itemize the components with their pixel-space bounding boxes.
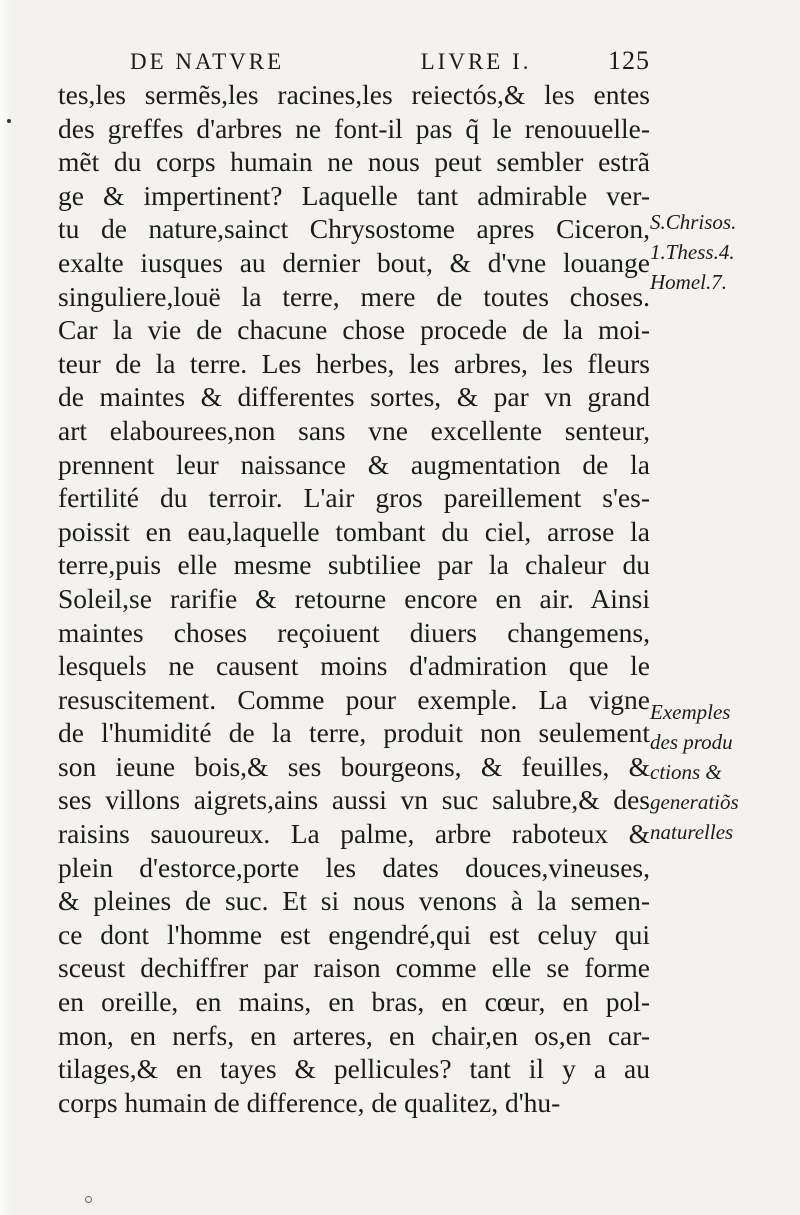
margin-note-line: ctions & <box>650 760 722 784</box>
margin-note-line: S.Chrisos. <box>650 210 737 234</box>
margin-note-chrysostom <box>650 207 790 297</box>
text-line: tes,les sermẽs,les racines,les reiectós,& les entes <box>58 79 650 110</box>
text-line: son ieune bois,& ses bourgeons, & feuilles, & <box>58 750 650 782</box>
text-line: ce dont l'homme est engendré,qui est celuy qui <box>58 918 650 950</box>
text-line: Soleil,se rarifie & retourne encore en air. Ainsi <box>58 582 650 614</box>
text-line: & pleines de suc. Et si nous venons à la semen- <box>58 885 650 917</box>
text-line: singuliere,louë la terre, mere de toutes choses. <box>58 280 650 312</box>
text-line: poissit en eau,laquelle tombant du ciel, arrose la <box>58 515 650 547</box>
page-number: 125 <box>607 46 650 75</box>
text-line: exalte iusques au dernier bout, & d'vne louange <box>58 246 650 278</box>
text-line: fertilité du terroir. L'air gros pareillement s'es- <box>58 482 650 514</box>
text-line: prennent leur naissance & augmentation de la <box>58 448 650 480</box>
text-line: resuscitement. Comme pour exemple. La vigne <box>58 683 650 715</box>
text-line: de maintes & differentes sortes, & par vn grand <box>58 381 650 413</box>
margin-note-line: des produ <box>650 730 733 754</box>
text-line: en oreille, en mains, en bras, en cœur, en pol- <box>58 986 650 1018</box>
text-line: art elabourees,non sans vne excellente senteur, <box>58 414 650 446</box>
text-line: ses villons aigrets,ains aussi vn suc salubre,& des <box>58 784 650 816</box>
text-line: terre,puis elle mesme subtiliee par la chaleur du <box>58 549 650 581</box>
text-line: mon, en nerfs, en arteres, en chair,en os,en car- <box>58 1019 650 1051</box>
text-line: sceust dechiffrer par raison comme elle se forme <box>58 952 650 984</box>
text-line: Car la vie de chacune chose procede de la moi- <box>58 314 650 346</box>
running-title: DE NATVRE <box>130 49 285 74</box>
running-head <box>130 46 650 76</box>
text-line: teur de la terre. Les herbes, les arbres, les fleurs <box>58 347 650 379</box>
body-text <box>58 78 650 1119</box>
margin-note-line: generatiõs <box>650 790 739 814</box>
text-line: plein d'estorce,porte les dates douces,vineuses, <box>58 851 650 883</box>
margin-note-line: Homel.7. <box>650 270 727 294</box>
margin-note-line: naturelles <box>650 820 734 844</box>
book-number: LIVRE I. <box>420 49 532 74</box>
text-line: lesquels ne causent moins d'admiration que le <box>58 650 650 682</box>
margin-note-line: 1.Thess.4. <box>650 240 735 264</box>
text-line: tu de nature,sainct Chrysostome apres Ciceron, <box>58 213 650 245</box>
text-line: maintes choses reçoiuent diuers changemens, <box>58 616 650 648</box>
ink-speck <box>7 119 11 123</box>
text-line: tilages,& en tayes & pellicules? tant il y a au <box>58 1053 650 1085</box>
margin-note-examples <box>650 697 790 847</box>
text-line: de l'humidité de la terre, produit non seulement <box>58 717 650 749</box>
text-line: ge & impertinent? Laquelle tant admirable ver- <box>58 179 650 211</box>
text-line: des greffes d'arbres ne font-il pas q̃ le renouuelle- <box>58 112 650 144</box>
text-line: mẽt du corps humain ne nous peut sembler estrã <box>58 146 650 178</box>
text-line: corps humain de difference, de qualitez, d'hu- <box>58 1086 561 1118</box>
text-line: raisins sauoureux. La palme, arbre raboteux & <box>58 818 650 850</box>
paper-mark <box>85 1196 92 1203</box>
margin-note-line: Exemples <box>650 700 731 724</box>
